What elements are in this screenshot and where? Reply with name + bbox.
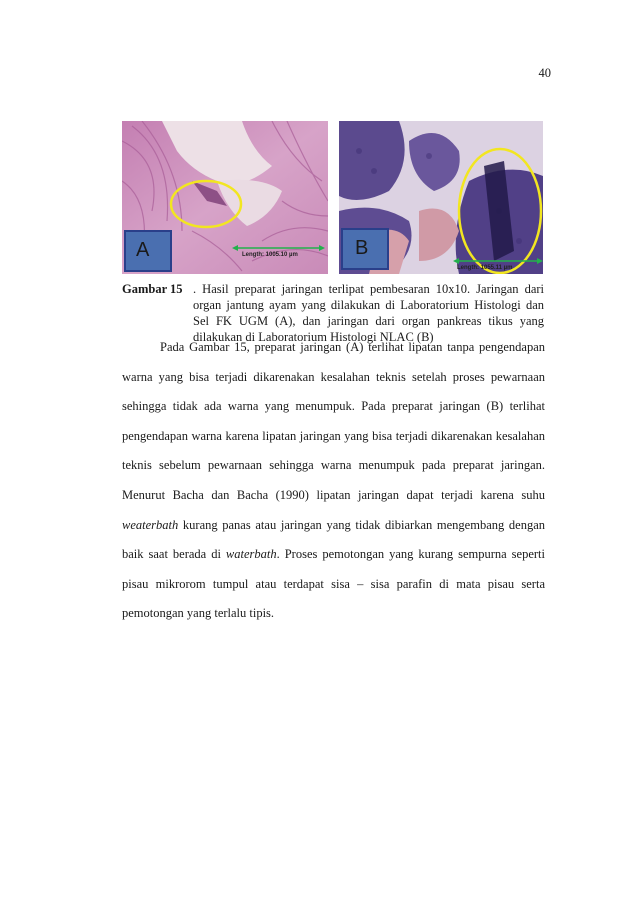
caption-label: Gambar 15	[122, 282, 183, 296]
paragraph-text-3: . Proses pemotongan yang kurang sempurna seperti pisau mikrorom tumpul atau terdapat sisa – sisa parafin di mata pisau serta pemotongan yang terlalu tipis.	[122, 547, 546, 621]
panel-a-label: A	[136, 239, 150, 261]
paragraph-term-waterbath: waterbath	[225, 547, 277, 562]
paragraph-text-1: Pada Gambar 15, preparat jaringan (A) terlihat lipatan tanpa pengendapan warna yang bisa terjadi dikarenakan kesalahan teknis setelah proses pewarnaan sehingga tidak ada warna yang menumpuk. Pada preparat jaringan (B) terlihat pengendapan warna karena lipatan jaringan yang bisa terjadi dikarenakan kesalahan teknis sebelum pewarnaan sehingga warna menumpuk pada preparat jaringan. Menurut Bacha dan Bacha (1990) lipatan jaringan dapat terjadi karena suhu	[122, 340, 545, 502]
paragraph-term-weaterbath: weaterbath	[122, 517, 179, 532]
panel-a-scale-text: Length: 1005.10 µm	[242, 252, 298, 258]
page-number: 40	[538, 66, 551, 80]
panel-b-label: B	[355, 237, 369, 259]
body-paragraph	[122, 333, 545, 629]
paragraph-text-2: kurang panas atau jaringan yang tidak dibiarkan mengembang dengan baik saat berada di	[122, 517, 545, 562]
micrograph-b-pancreas-tissue	[339, 121, 543, 274]
panel-b-scale-text: Length: 1055.11 µm	[457, 265, 513, 271]
caption-text: . Hasil preparat jaringan terlipat pembesaran 10x10. Jaringan dari organ jantung ayam yang dilakukan di Laboratorium Histologi dan Sel FK UGM (A), dan jaringan dari organ pankreas tikus yang dilakukan di Laboratorium Histologi NLAC (B)	[193, 282, 544, 344]
micrograph-a-heart-tissue	[122, 121, 328, 274]
